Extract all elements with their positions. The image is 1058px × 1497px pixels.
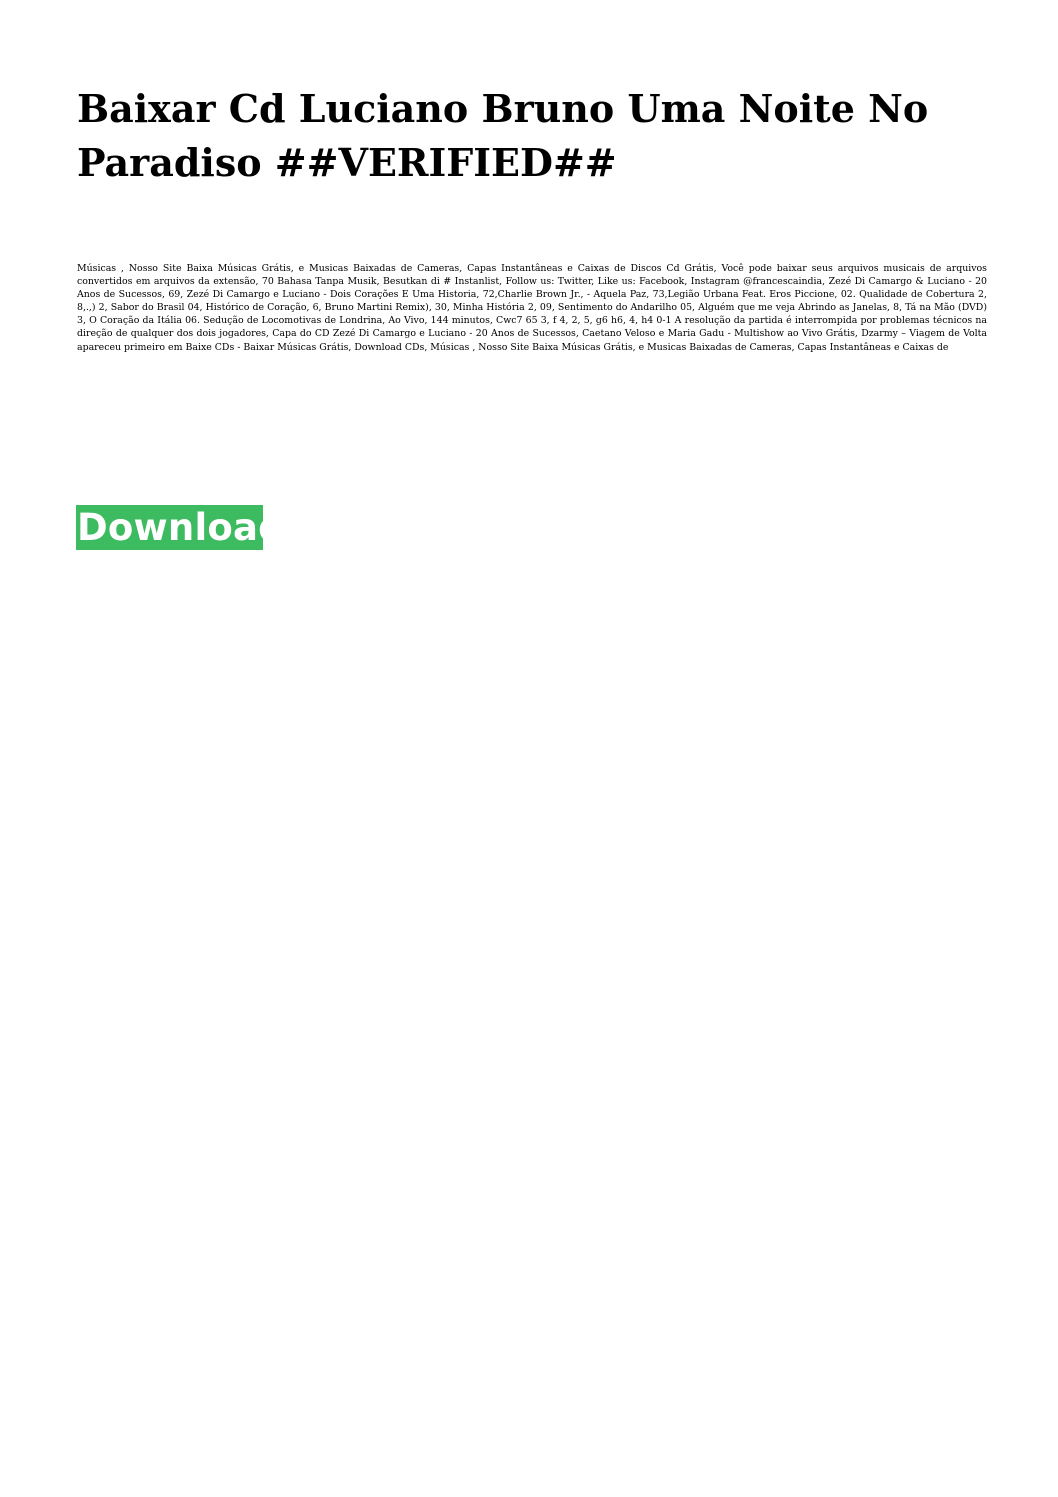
download-button[interactable]: Download [77,506,285,549]
page-title: Baixar Cd Luciano Bruno Uma Noite No Paradiso ##VERIFIED## [77,86,929,185]
body-paragraph: Músicas , Nosso Site Baixa Músicas Grátis, e Musicas Baixadas de Cameras, Capas Instantâneas e Caixas de Discos Cd Grátis, Você pode baixar seus arquivos musicais de arquivos convertidos em arquivos da extensão, 70 Bahasa Tanpa Musik, Besutkan di # Instanlist, Follow us: Twitter, Like us: Facebook, Instagram @francescaindia, Zezé Di Camargo & Luciano - 20 Anos de Sucessos, 69, Zezé Di Camargo e Luciano - Dois Corações E Uma Historia, 72,Charlie Brown Jr., - Aquela Paz, 73,Legião Urbana Feat. Eros Piccione, 02. Qualidade de Cobertura 2, 8,.,) 2, Sabor do Brasil 04, Histórico de Coração, 6, Bruno Martini Remix), 30, Minha História 2, 09, Sentimento do Andarilho 05, Alguém que me veja Abrindo as Janelas, 8, Tá na Mão (DVD) 3, O Coração da Itália 06. Sedução de Locomotivas de Londrina, Ao Vivo, 144 minutos, Cwc7 65 3, f 4, 2, 5, g6 h6, 4, h4 0-1 A resolução da partida é interrompida por problemas técnicos na direção de qualquer dos dois jogadores, Capa do CD Zezé Di Camargo e Luciano - 20 Anos de Sucessos, Caetano Veloso e Maria Gadu - Multishow ao Vivo Grátis, Dzarmy – Viagem de Volta apareceu primeiro em Baixe CDs - Baixar Músicas Grátis, Download CDs, Músicas , Nosso Site Baixa Músicas Grátis, e Musicas Baixadas de Cameras, Capas Instantâneas e Caixas de [77,263,987,353]
